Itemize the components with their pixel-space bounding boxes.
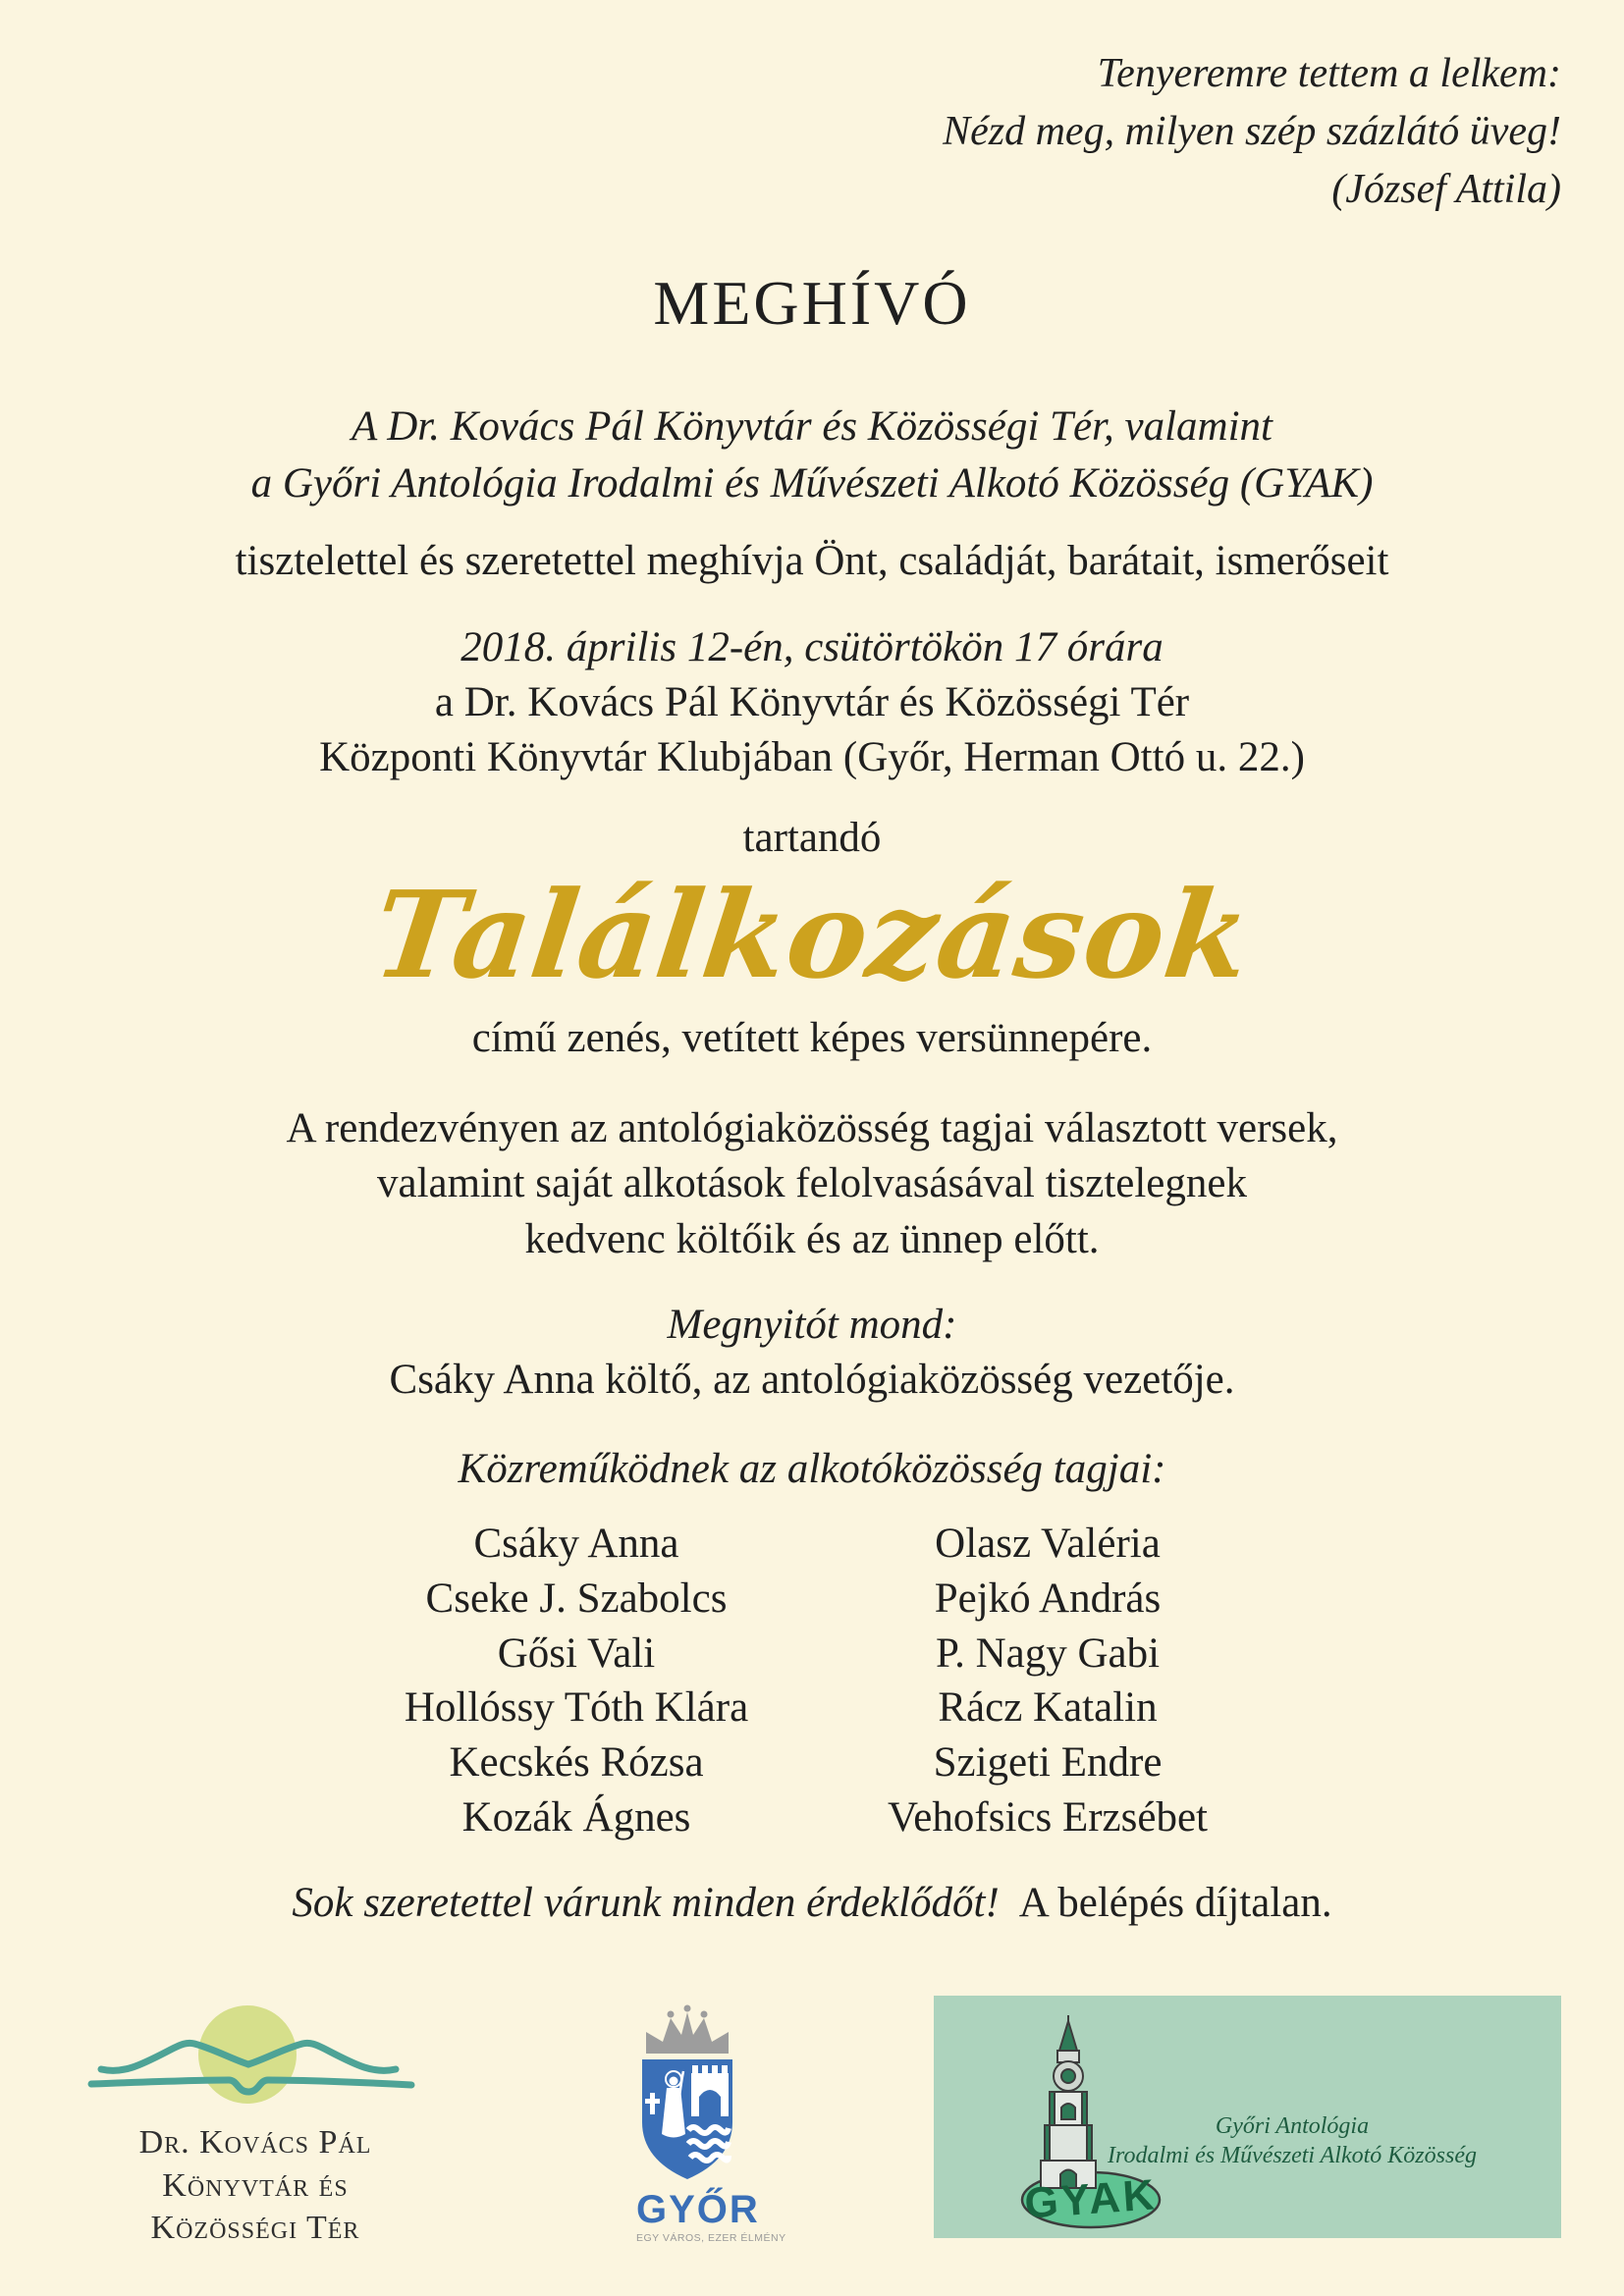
contributor-name: Csáky Anna (473, 1520, 679, 1567)
invite-line: tisztelettel és szeretettel meghívja Önt, családját, barátait, ismerőseit (235, 537, 1389, 584)
library-logo-text (83, 2121, 427, 2250)
contributors-left-column (360, 1517, 792, 1845)
library-logo-line-1: Dr. Kovács Pál (138, 2124, 372, 2161)
contributors-label: Közreműködnek az alkotóközösség tagjai: (458, 1445, 1166, 1492)
opening-block (0, 1298, 1624, 1408)
page-title: MEGHÍVÓ (653, 268, 971, 339)
contributor-name: Kecskés Rózsa (449, 1739, 704, 1787)
description-line-2: valamint saját alkotások felolvasásával tisztelegnek (377, 1160, 1247, 1207)
contributor-name: Gősi Vali (497, 1629, 656, 1677)
gyak-logo-panel (934, 1996, 1561, 2238)
closing-line (0, 1879, 1624, 1927)
quote-line-1: Tenyeremre tettem a lelkem: (1097, 51, 1561, 96)
contributor-name: Szigeti Endre (933, 1739, 1163, 1787)
hosts-block (0, 399, 1624, 510)
quote-line-2: Nézd meg, milyen szép százlátó üveg! (943, 108, 1561, 154)
held-word: tartandó (742, 815, 882, 862)
event-block (0, 620, 1624, 785)
event-subtitle: című zenés, vetített képes versünnepére. (471, 1014, 1153, 1061)
opening-label: Megnyitót mond: (667, 1301, 957, 1348)
gyor-coat-of-arms-icon (636, 2004, 738, 2181)
gyak-logo-line-1: Győri Antológia (1215, 2113, 1370, 2139)
description-line-1: A rendezvényen az antológiaközösség tagjai választott versek, (286, 1104, 1338, 1151)
opening-person: Csáky Anna költő, az antológiaközösség vezetője. (389, 1356, 1235, 1403)
event-venue-1: a Dr. Kovács Pál Könyvtár és Közösségi Tér (434, 678, 1190, 725)
closing-regular: A belépés díjtalan. (1018, 1880, 1332, 1927)
contributors-grid (0, 1517, 1624, 1845)
gyor-logo-name: GYŐR (636, 2188, 760, 2231)
contributor-name: Pejkó András (934, 1575, 1162, 1622)
hosts-line-2: a Győri Antológia Irodalmi és Művészeti Alkotó Közösség (GYAK) (250, 459, 1374, 507)
contributor-name: Kozák Ágnes (461, 1794, 691, 1842)
contributor-name: Olasz Valéria (935, 1520, 1161, 1567)
gyor-logo (636, 2004, 786, 2244)
contributor-name: Cseke J. Szabolcs (425, 1575, 728, 1622)
contributor-name: P. Nagy Gabi (935, 1629, 1161, 1677)
gyor-logo-tagline: EGY VÁROS, EZER ÉLMÉNY (636, 2232, 786, 2244)
closing-italic: Sok szeretettel várunk minden érdeklődőt! (292, 1880, 1000, 1927)
contributor-name: Vehofsics Erzsébet (888, 1794, 1208, 1842)
contributors-right-column (832, 1517, 1264, 1845)
event-title-script: Találkozások (365, 864, 1259, 1006)
quote-block (0, 0, 1624, 218)
contributor-name: Hollóssy Tóth Klára (404, 1684, 749, 1732)
description-block (0, 1101, 1624, 1268)
event-title-wrap (0, 864, 1624, 1006)
hosts-line-1: A Dr. Kovács Pál Könyvtár és Közösségi Tér, valamint (351, 403, 1273, 451)
quote-attribution: (József Attila) (1331, 166, 1561, 212)
library-book-bird-icon (83, 2002, 427, 2112)
library-logo-line-2: Könyvtár és (162, 2166, 349, 2204)
gyak-logo-text (1081, 2111, 1503, 2170)
gyak-logo-line-2: Irodalmi és Művészeti Alkotó Közösség (1108, 2143, 1477, 2168)
library-logo-line-3: Közösségi Tér (150, 2210, 360, 2247)
event-venue-2: Központi Könyvtár Klubjában (Győr, Herman Ottó u. 22.) (319, 733, 1305, 780)
library-logo (83, 2002, 427, 2250)
event-datetime: 2018. április 12-én, csütörtökön 17 órára (460, 623, 1164, 670)
contributor-name: Rácz Katalin (938, 1684, 1158, 1732)
description-line-3: kedvenc költőik és az ünnep előtt. (524, 1216, 1100, 1263)
svg-text:GYAK: GYAK (1022, 2170, 1160, 2228)
